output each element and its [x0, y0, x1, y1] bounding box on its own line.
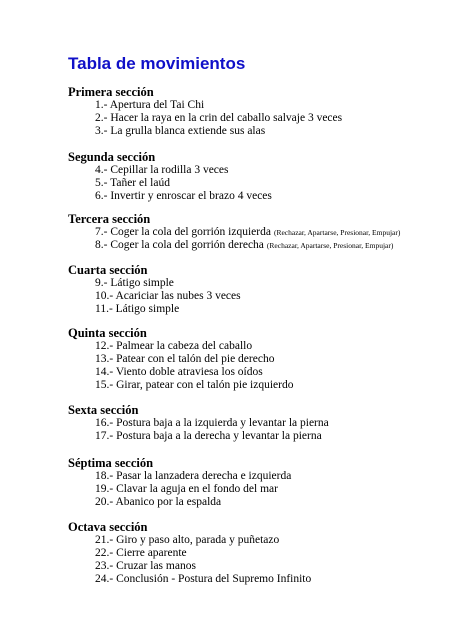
- item-note: (Rechazar, Apartarse, Presionar, Empujar): [266, 241, 394, 250]
- list-item: 19.- Clavar la aguja en el fondo del mar: [95, 483, 278, 495]
- section-heading: Octava sección: [68, 520, 148, 534]
- section-7: [68, 456, 468, 509]
- list-item: 24.- Conclusión - Postura del Supremo Infinito: [95, 573, 312, 585]
- list-item: 20.- Abanico por la espalda: [95, 496, 222, 508]
- list-item: 15.- Girar, patear con el talón pie izquierdo: [95, 379, 294, 391]
- list-item: 22.- Cierre aparente: [95, 547, 187, 559]
- list-item: [68, 226, 468, 239]
- section-5: [68, 326, 468, 392]
- list-item: 11.- Látigo simple: [95, 303, 180, 315]
- section-heading: Primera sección: [68, 85, 154, 99]
- list-item: 21.- Giro y paso alto, parada y puñetazo: [95, 534, 280, 546]
- list-item: 2.- Hacer la raya en la crin del caballo salvaje 3 veces: [95, 112, 343, 124]
- section-heading: Cuarta sección: [68, 263, 148, 277]
- section-1: [68, 85, 468, 138]
- section-heading: Segunda sección: [68, 150, 156, 164]
- section-2: [68, 150, 468, 203]
- item-note: (Rechazar, Apartarse, Presionar, Empujar): [273, 228, 401, 237]
- section-3: [68, 212, 468, 252]
- item-text: 7.- Coger la cola del gorrión izquierda: [95, 226, 271, 238]
- list-item: [68, 239, 468, 252]
- page-title: Tabla de movimientos: [68, 54, 246, 73]
- list-item: 14.- Viento doble atraviesa los oídos: [95, 366, 263, 378]
- list-item: 1.- Apertura del Tai Chi: [95, 99, 205, 111]
- list-item: 23.- Cruzar las manos: [95, 560, 196, 572]
- movement-list: [68, 99, 468, 138]
- section-4: [68, 263, 468, 316]
- list-item: 5.- Tañer el laúd: [95, 177, 170, 189]
- movement-list: [68, 277, 468, 316]
- section-6: [68, 403, 468, 443]
- item-text: 8.- Coger la cola del gorrión derecha: [95, 239, 264, 251]
- section-heading: Quinta sección: [68, 326, 147, 340]
- movement-list: [68, 226, 468, 252]
- section-heading: Séptima sección: [68, 456, 154, 470]
- list-item: 17.- Postura baja a la derecha y levantar la pierna: [95, 430, 322, 442]
- section-heading: Tercera sección: [68, 212, 151, 226]
- list-item: 13.- Patear con el talón del pie derecho: [95, 353, 275, 365]
- list-item: 10.- Acariciar las nubes 3 veces: [95, 290, 241, 302]
- movement-list: [68, 470, 468, 509]
- list-item: 16.- Postura baja a la izquierda y levantar la pierna: [95, 417, 329, 429]
- list-item: 6.- Invertir y enroscar el brazo 4 veces: [95, 190, 272, 202]
- list-item: 18.- Pasar la lanzadera derecha e izquierda: [95, 470, 292, 482]
- list-item: 12.- Palmear la cabeza del caballo: [95, 340, 253, 352]
- list-item: 3.- La grulla blanca extiende sus alas: [95, 125, 266, 137]
- list-item: 9.- Látigo simple: [95, 277, 174, 289]
- movement-list: [68, 164, 468, 203]
- section-8: [68, 520, 468, 586]
- movement-list: [68, 417, 468, 443]
- movement-list: [68, 534, 468, 586]
- movement-list: [68, 340, 468, 392]
- list-item: 4.- Cepillar la rodilla 3 veces: [95, 164, 229, 176]
- section-heading: Sexta sección: [68, 403, 139, 417]
